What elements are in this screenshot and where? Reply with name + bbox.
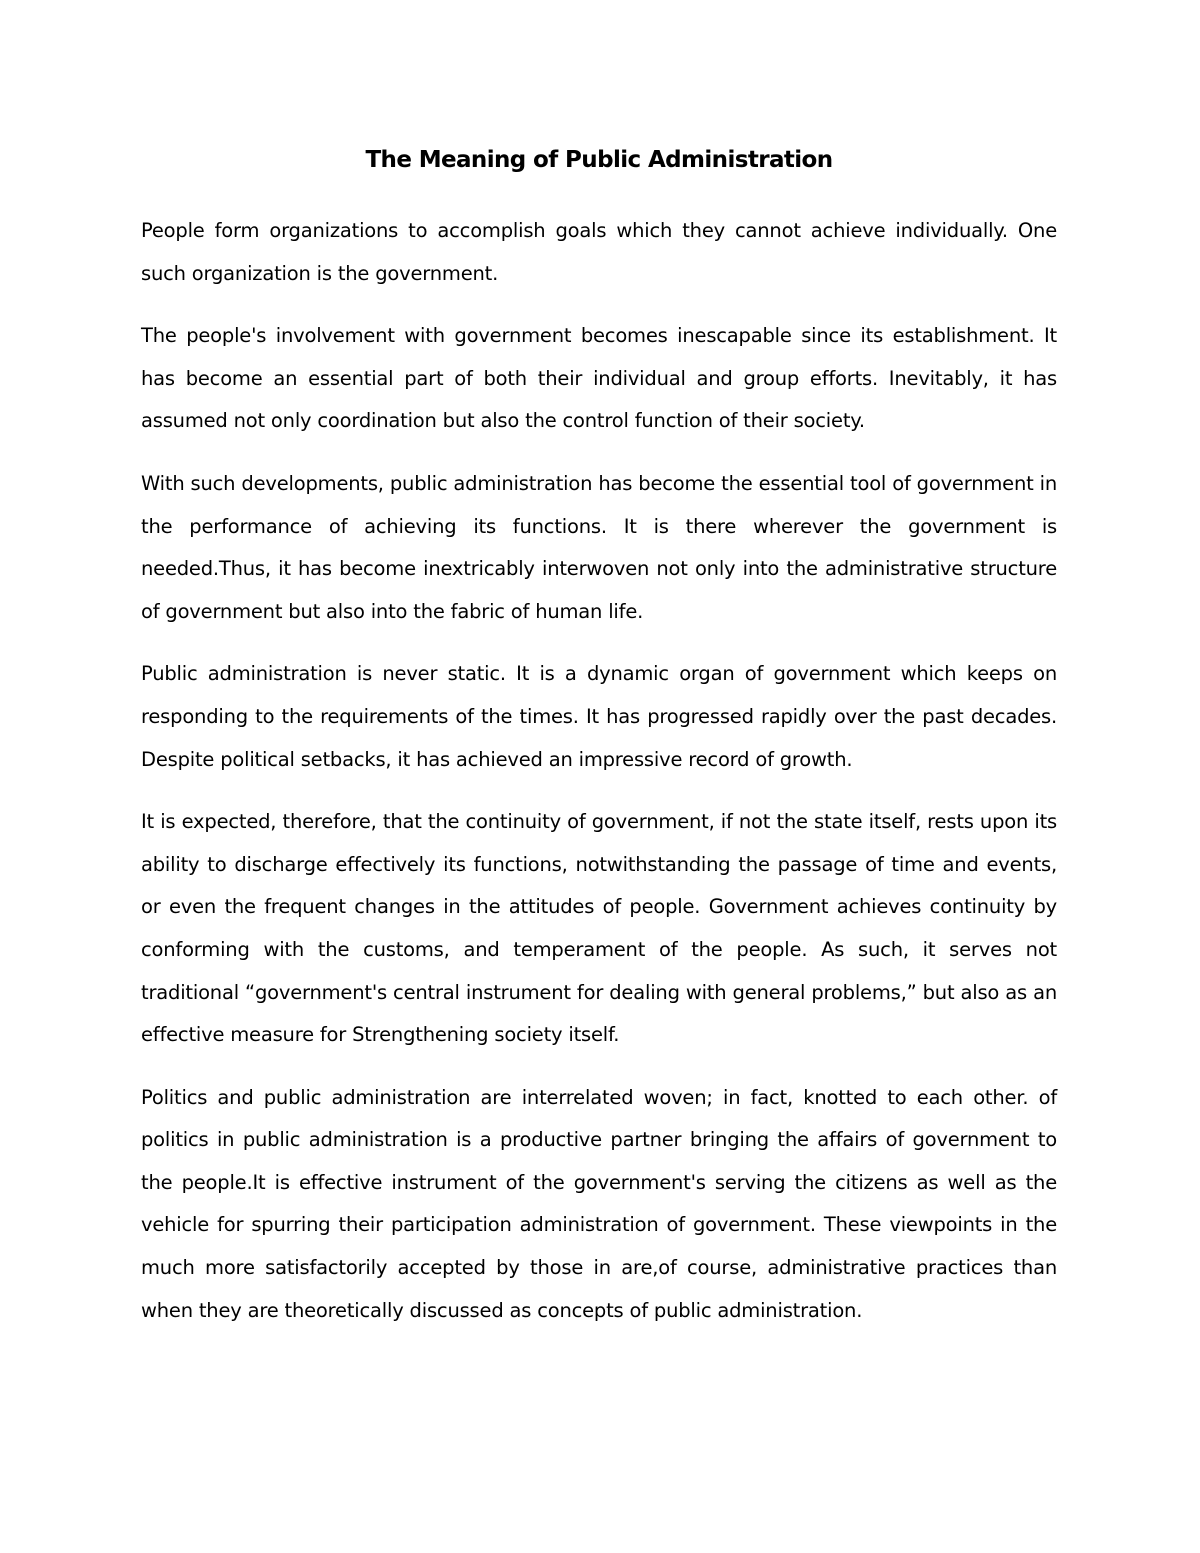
document-title: The Meaning of Public Administration	[365, 147, 833, 173]
document-page	[141, 140, 1057, 1352]
paragraph-never-static: Public administration is never static. It is a dynamic organ of government which keeps on responding to the requirements of the times. It has progressed rapidly over the past decades. Despite political setbacks, it has achieved an impressive record of growth.	[141, 662, 1057, 771]
paragraph-organizations: People form organizations to accomplish goals which they cannot achieve individually. One such organization is the government.	[141, 219, 1057, 285]
paragraph-developments: With such developments, public administration has become the essential tool of government in the performance of achieving its functions. It is there wherever the government is needed.Thus, it has become inextricably interwoven not only into the administrative structure of government but also into the fabric of human life.	[141, 471, 1057, 623]
paragraph-involvement: The people's involvement with government becomes inescapable since its establishment. It has become an essential part of both their individual and group efforts. Inevitably, it has assumed not only coordination but also the control function of their society.	[141, 324, 1057, 433]
paragraph-continuity: It is expected, therefore, that the continuity of government, if not the state itself, rests upon its ability to discharge effectively its functions, notwithstanding the passage of time and events, or even the frequent changes in the attitudes of people. Government achieves continuity by conforming with the customs, and temperament of the people. As such, it serves not traditional “government's central instrument for dealing with general problems,” but also as an effective measure for Strengthening society itself.	[141, 810, 1057, 1047]
paragraph-politics: Politics and public administration are interrelated woven; in fact, knotted to each other. of politics in public administration is a productive partner bringing the affairs of government to the people.It is effective instrument of the government's serving the citizens as well as the vehicle for spurring their participation administration of government. These viewpoints in the much more satisfactorily accepted by those in are,of course, administrative practices than when they are theoretically discussed as concepts of public administration.	[141, 1085, 1057, 1322]
